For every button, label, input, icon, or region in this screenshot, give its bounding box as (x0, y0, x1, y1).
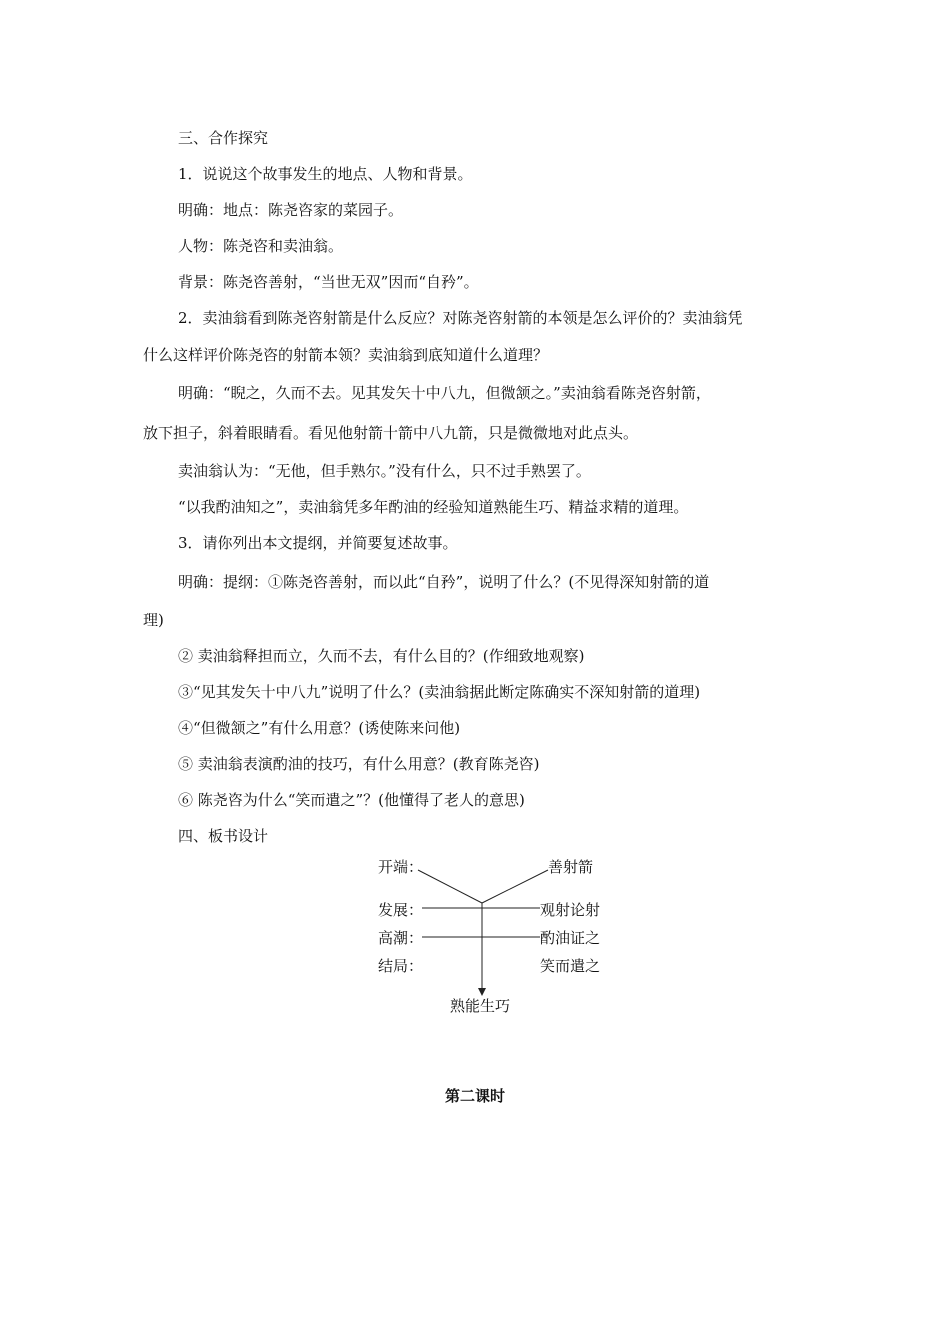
question-2-line2: 什么这样评价陈尧咨的射箭本领？卖油翁到底知道什么道理？ (143, 346, 549, 364)
board-design-diagram (360, 850, 640, 1030)
diagram-theme: 熟能生巧 (450, 997, 511, 1015)
outline-item-3: ③“见其发矢十中八九”说明了什么？(卖油翁据此断定陈确实不深知射箭的道理) (178, 683, 701, 701)
answer-1-place: 明确：地点：陈尧咨家的菜园子。 (178, 201, 404, 219)
diagram-climax-label: 高潮： (378, 929, 424, 947)
question-1: 1．说说这个故事发生的地点、人物和背景。 (178, 165, 473, 183)
diagram-ending-label: 结局： (378, 957, 424, 975)
answer-3-line2: 理) (143, 611, 164, 629)
outline-item-6: ⑥ 陈尧咨为什么“笑而遣之”？(他懂得了老人的意思) (178, 791, 525, 809)
answer-3-line1: 明确：提纲：①陈尧咨善射，而以此“自矜”，说明了什么？(不见得深知射箭的道 (178, 573, 710, 591)
answer-2-line2: 放下担子，斜着眼睛看。看见他射箭十箭中八九箭，只是微微地对此点头。 (143, 424, 639, 442)
outline-item-5: ⑤ 卖油翁表演酌油的技巧，有什么用意？(教育陈尧咨) (178, 755, 540, 773)
outline-item-4: ④“但微颔之”有什么用意？(诱使陈来问他) (178, 719, 461, 737)
section-heading-4: 四、板书设计 (178, 827, 269, 845)
question-2-line1: 2．卖油翁看到陈尧咨射箭是什么反应？对陈尧咨射箭的本领是怎么评价的？卖油翁凭 (178, 309, 743, 327)
diagram-start-value: 善射箭 (548, 858, 594, 876)
diagram-development-label: 发展： (378, 901, 424, 919)
answer-2-reason: “以我酌油知之”，卖油翁凭多年酌油的经验知道熟能生巧、精益求精的道理。 (178, 498, 689, 516)
diagram-development-value: 观射论射 (540, 901, 601, 919)
diagram-start-label: 开端： (378, 858, 424, 876)
next-lesson-title: 第二课时 (444, 1087, 505, 1105)
answer-2-opinion: 卖油翁认为：“无他，但手熟尔。”没有什么，只不过手熟罢了。 (178, 462, 591, 480)
diagram-branch-left (418, 870, 482, 903)
diagram-climax-value: 酌油证之 (540, 929, 601, 947)
answer-2-line1: 明确：“睨之，久而不去。见其发矢十中八九，但微颔之。”卖油翁看陈尧咨射箭， (178, 384, 711, 402)
section-heading-3: 三、合作探究 (178, 129, 269, 147)
diagram-ending-value: 笑而遣之 (540, 957, 601, 975)
question-3: 3．请你列出本文提纲，并简要复述故事。 (178, 534, 458, 552)
diagram-arrowhead (478, 988, 486, 996)
answer-1-background: 背景：陈尧咨善射，“当世无双”因而“自矜”。 (178, 273, 479, 291)
answer-1-people: 人物：陈尧咨和卖油翁。 (178, 237, 344, 255)
outline-item-2: ② 卖油翁释担而立，久而不去，有什么目的？(作细致地观察) (178, 647, 585, 665)
diagram-branch-right (482, 870, 548, 903)
